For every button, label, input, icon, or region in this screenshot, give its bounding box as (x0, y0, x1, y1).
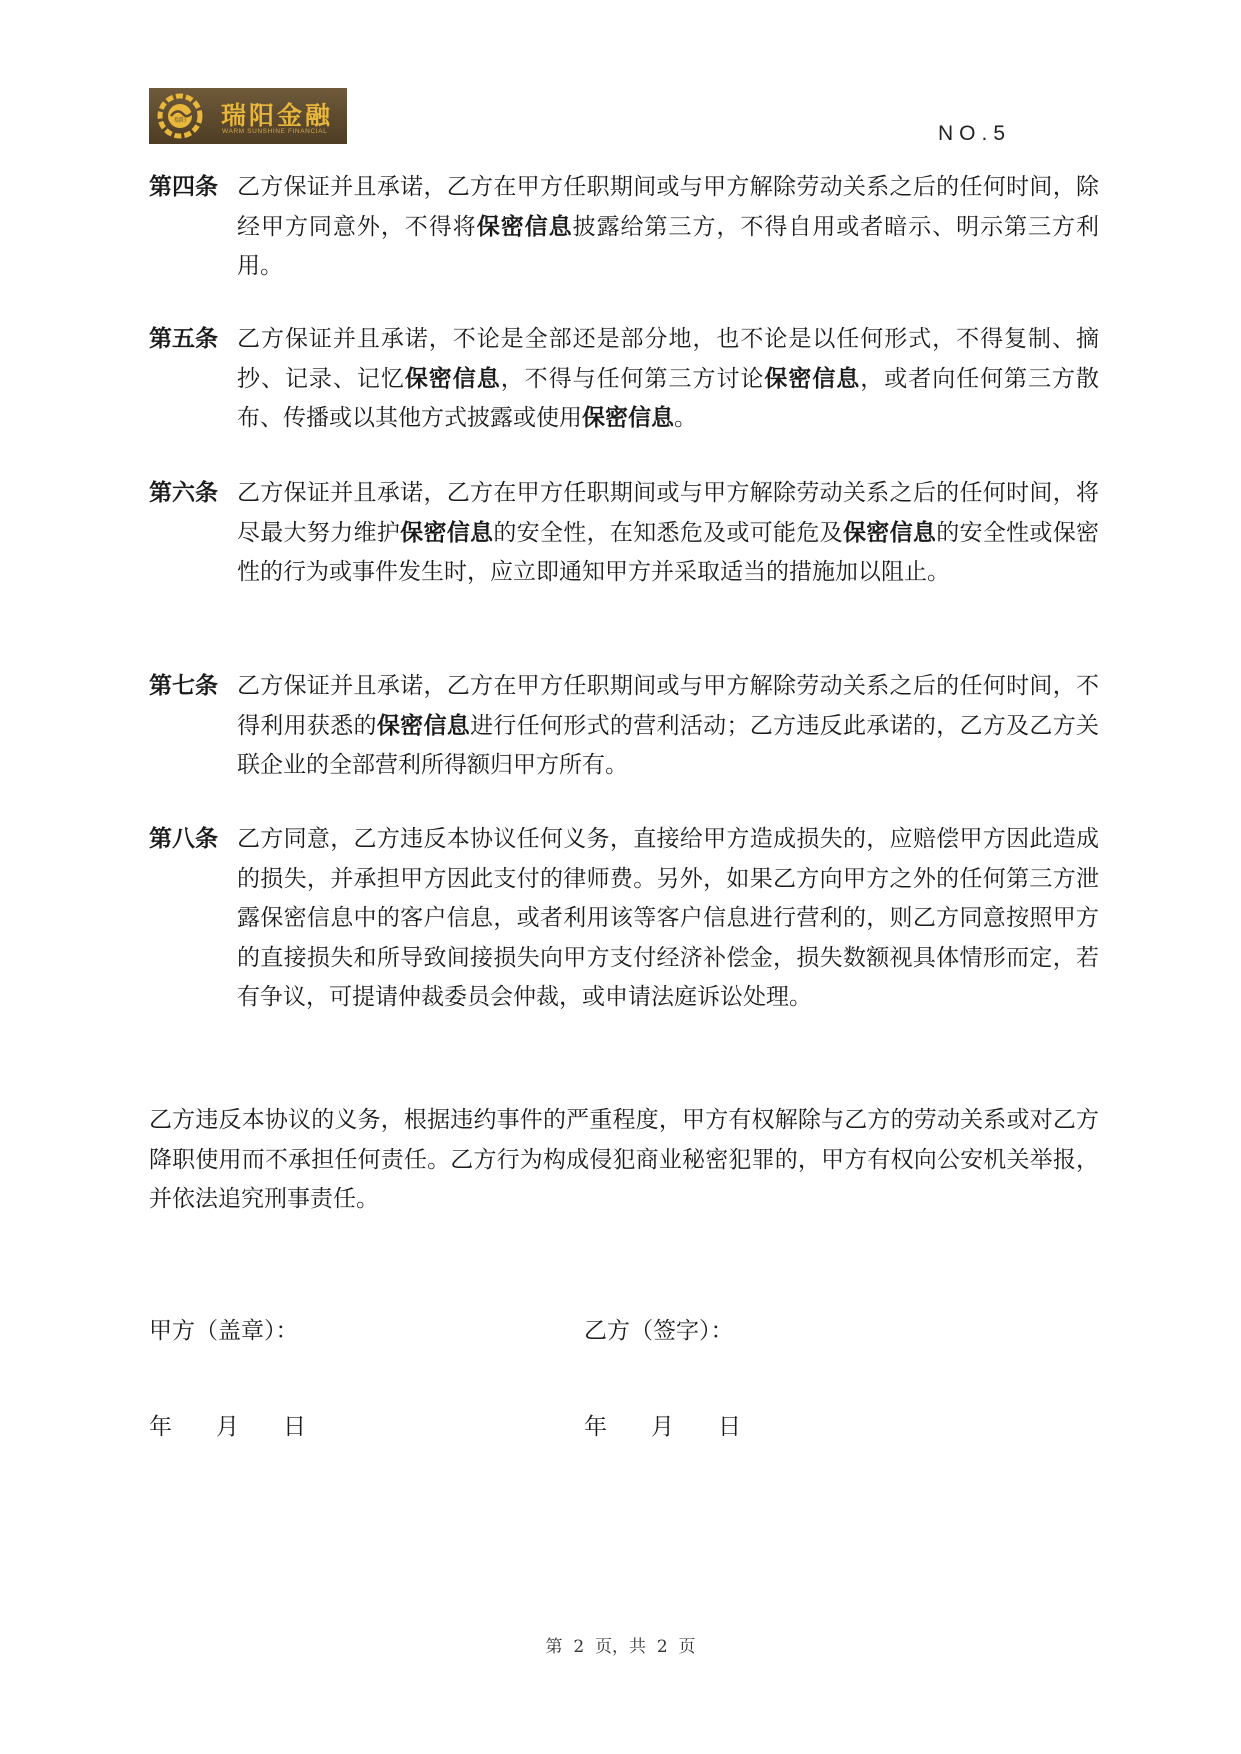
company-logo (149, 88, 347, 144)
party-a-seal-label: 甲方（盖章）： (149, 1318, 299, 1344)
article-text: 乙方同意，乙方违反本协议任何义务，直接给甲方造成损失的，应赔偿甲方因此造成的损失，并承担甲方因此支付的律师费。另外，如果乙方向甲方之外的任何第三方泄露保密信息中的客户信息，或者利用该等客户信息进行营利的，则乙方同意按照甲方的直接损失和所导致间接损失向甲方支付经济补偿金，损失数额视具体情形而定，若有争议，可提请仲裁委员会仲裁，或申请法庭诉讼处理。 (237, 826, 1099, 1010)
article-8 (149, 820, 1099, 1018)
date-day-label: 日 (283, 1414, 306, 1440)
keyword-confidential-info: 保密信息 (404, 365, 501, 392)
article-7 (149, 667, 1099, 786)
article-label: 第五条 (149, 326, 218, 352)
page-number-footer: 第 2 页，共 2 页 (545, 1637, 696, 1657)
article-6 (149, 474, 1099, 593)
party-a-date (149, 1408, 306, 1441)
date-day-label: 日 (718, 1414, 741, 1440)
article-5 (149, 320, 1099, 439)
party-b-signature-label: 乙方（签字）： (584, 1318, 734, 1344)
date-month-label: 月 (216, 1414, 239, 1440)
date-year-label: 年 (584, 1414, 607, 1440)
article-label: 第八条 (149, 826, 218, 852)
article-label: 第七条 (149, 673, 218, 699)
party-b-date (584, 1408, 741, 1441)
article-text: 乙方保证并且承诺，乙方在甲方任职期间或与甲方解除劳动关系之后的任何时间，将尽最大努力维护保密信息的安全性，在知悉危及或可能危及保密信息的安全性或保密性的行为或事件发生时，应立即通知甲方并采取适当的措施加以阻止。 (237, 480, 1100, 585)
logo-name-en: WARM SUNSHINE FINANCIAL (222, 128, 328, 135)
date-month-label: 月 (651, 1414, 674, 1440)
keyword-confidential-info: 保密信息 (764, 365, 861, 392)
emblem-text: 瑞阳 (173, 117, 187, 124)
current-page: 2 (573, 1637, 585, 1657)
logo-name-cn: 瑞阳金融 (221, 101, 334, 130)
keyword-confidential-info: 保密信息 (400, 519, 494, 546)
article-text: 乙方保证并且承诺，乙方在甲方任职期间或与甲方解除劳动关系之后的任何时间，除经甲方同意外，不得将保密信息披露给第三方，不得自用或者暗示、明示第三方利用。 (237, 174, 1100, 279)
date-year-label: 年 (149, 1414, 172, 1440)
article-text: 乙方保证并且承诺，乙方在甲方任职期间或与甲方解除劳动关系之后的任何时间，不得利用获悉的保密信息进行任何形式的营利活动；乙方违反此承诺的，乙方及乙方关联企业的全部营利所得额归甲方所有。 (237, 673, 1100, 778)
article-label: 第六条 (149, 480, 218, 506)
keyword-confidential-info: 保密信息 (476, 213, 573, 240)
sun-emblem-icon (155, 92, 205, 140)
article-label: 第四条 (149, 174, 218, 200)
total-pages: 2 (656, 1637, 668, 1657)
keyword-confidential-info: 保密信息 (842, 519, 937, 546)
document-number: NO.5 (938, 122, 1012, 145)
keyword-confidential-info: 保密信息 (582, 405, 674, 431)
keyword-confidential-info: 保密信息 (376, 712, 471, 739)
article-text: 乙方保证并且承诺，不论是全部还是部分地，也不论是以任何形式，不得复制、摘抄、记录、记忆保密信息，不得与任何第三方讨论保密信息，或者向任何第三方散布、传播或以其他方式披露或使用保密信息。 (237, 326, 1100, 431)
article-4 (149, 168, 1099, 287)
closing-paragraph: 乙方违反本协议的义务，根据违约事件的严重程度，甲方有权解除与乙方的劳动关系或对乙方降职使用而不承担任何责任。乙方行为构成侵犯商业秘密犯罪的，甲方有权向公安机关举报，并依法追究刑事责任。 (149, 1107, 1099, 1212)
